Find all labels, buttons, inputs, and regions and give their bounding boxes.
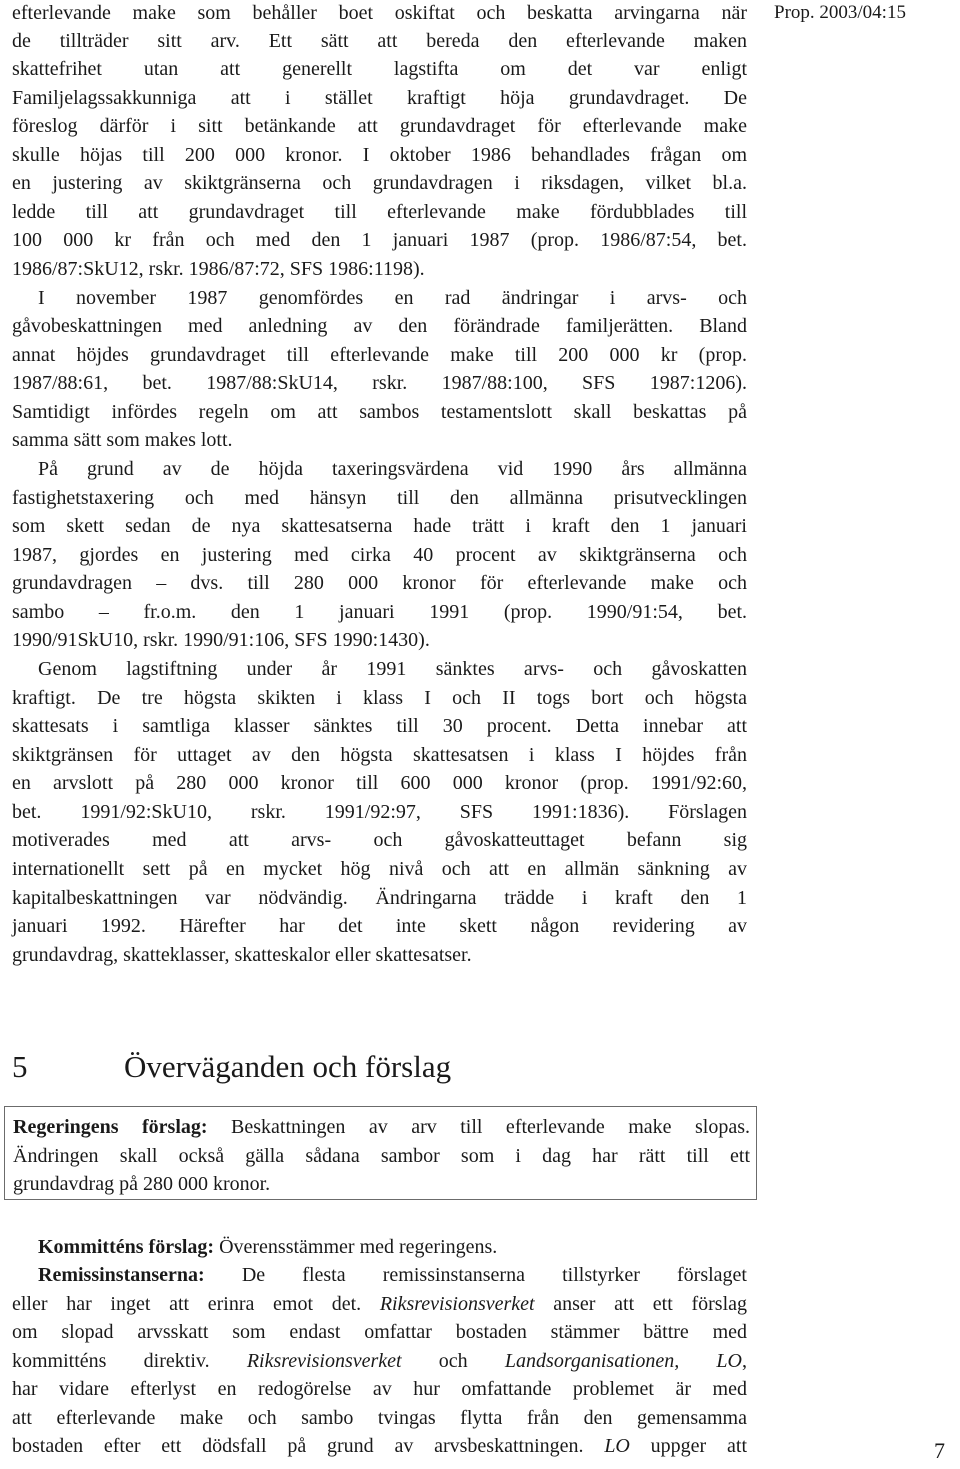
referral-text: , xyxy=(742,1350,747,1372)
referral-text: uppger att xyxy=(629,1435,748,1457)
paragraph-line: 100 000 kr från och med den 1 januari 1987 (prop. 1986/87:54, bet. xyxy=(12,229,747,251)
paragraph-line: efterlevande make som behåller boet oskiftat och beskatta arvingarna när xyxy=(12,2,747,24)
referral-text: kommitténs direktiv. xyxy=(12,1350,247,1372)
paragraph-line: som skett sedan de nya skattesatserna hade trätt i kraft den 1 januari xyxy=(12,515,747,537)
paragraph-line: 1987, gjordes en justering med cirka 40 procent av skiktgränserna och xyxy=(12,544,747,566)
paragraph-line: de tillträder sitt arv. Ett sätt att bereda den efterlevande maken xyxy=(12,30,747,52)
paragraph-line: grundavdragen – dvs. till 280 000 kronor för efterlevande make och xyxy=(12,572,747,594)
referral-line: om slopad arvsskatt som endast omfattar bostaden stämmer bättre med xyxy=(12,1321,747,1343)
paragraph-line: bet. 1991/92:SkU10, rskr. 1991/92:97, SFS 1991:1836). Förslagen xyxy=(12,801,747,823)
referral-agency: Riksrevisionsverket xyxy=(379,1293,535,1315)
paragraph-line: 1987/88:61, bet. 1987/88:SkU14, rskr. 1987/88:100, SFS 1987:1206). xyxy=(12,372,747,394)
referral-line: att efterlevande make och sambo tvingas flytta från den gemensamma xyxy=(12,1407,747,1429)
paragraph-line: skiktgränsen för uttaget av den högsta skattesatsen i klass I höjdes från xyxy=(12,744,747,766)
referral-line xyxy=(12,1347,747,1375)
referral-agency: Riksrevisionsverket xyxy=(246,1350,402,1372)
referral-line: har vidare efterlyst en redogörelse av hur omfattande problemet är med xyxy=(12,1378,747,1400)
paragraph-line: Genom lagstiftning under år 1991 sänktes arvs- och gåvoskatten xyxy=(38,658,747,680)
paragraph-line: januari 1992. Härefter har det inte skett någon revidering av xyxy=(12,915,747,937)
referral-text: bostaden efter ett dödsfall på grund av arvsbeskattningen. xyxy=(12,1435,605,1457)
paragraph-line: motiverades med att arvs- och gåvoskatteuttaget befann sig xyxy=(12,829,747,851)
paragraph-line: kapitalbeskattningen var nödvändig. Ändringarna trädde i kraft den 1 xyxy=(12,887,747,909)
paragraph-line: samma sätt som makes lott. xyxy=(12,429,233,451)
referral-line xyxy=(12,1290,747,1318)
proposal-text: Beskattningen av arv till efterlevande make slopas. xyxy=(207,1116,750,1138)
referral-agency: LO xyxy=(604,1435,630,1457)
paragraph-line: skattefrihet utan att generellt lagstifta om det var enligt xyxy=(12,58,747,80)
paragraph-line: gåvobeskattningen med anledning av den förändrade familjerätten. Bland xyxy=(12,315,747,337)
proposal-line xyxy=(13,1113,750,1141)
paragraph-line: en arvslott på 280 000 kronor till 600 000 kronor (prop. 1991/92:60, xyxy=(12,772,747,794)
paragraph-line: grundavdrag, skatteklasser, skatteskalor eller skattesatser. xyxy=(12,944,472,966)
paragraph-line: annat höjdes grundavdraget till efterlevande make till 200 000 kr (prop. xyxy=(12,344,747,366)
page-number: 7 xyxy=(934,1438,945,1463)
paragraph-line: skattesats i samtliga klasser sänktes till 30 procent. Detta innebar att xyxy=(12,715,747,737)
referral-line xyxy=(38,1261,747,1289)
section-title: Överväganden och förslag xyxy=(124,1049,452,1084)
document-ref: Prop. 2003/04:15 xyxy=(774,2,906,23)
paragraph-line: kraftigt. De tre högsta skikten i klass I och II togs bort och högsta xyxy=(12,687,747,709)
paragraph-line: Samtidigt infördes regeln om att sambos testamentslott skall beskattas på xyxy=(12,401,747,423)
paragraph-line: Familjelagssakkunniga att i stället kraftigt höja grundavdraget. De xyxy=(12,87,747,109)
referral-text: De flesta remissinstanserna tillstyrker förslaget xyxy=(204,1264,747,1286)
paragraph-line: I november 1987 genomfördes en rad ändringar i arvs- och xyxy=(38,287,747,309)
proposal-label: Regeringens förslag: xyxy=(13,1116,208,1138)
committee-line xyxy=(38,1233,747,1261)
referral-agency: Landsorganisationen, LO xyxy=(504,1350,742,1372)
referral-text: eller har inget att erinra emot det. xyxy=(12,1293,380,1315)
paragraph-line: 1986/87:SkU12, rskr. 1986/87:72, SFS 1986:1198). xyxy=(12,258,425,280)
referral-line xyxy=(12,1432,747,1460)
paragraph-line: 1990/91SkU10, rskr. 1990/91:106, SFS 1990:1430). xyxy=(12,629,430,651)
referral-text: och xyxy=(401,1350,505,1372)
paragraph-line: en justering av skiktgränserna och grundavdragen i riksdagen, vilket bl.a. xyxy=(12,172,747,194)
paragraph-line: På grund av de höjda taxeringsvärdena vid 1990 års allmänna xyxy=(38,458,747,480)
proposal-box xyxy=(4,1106,757,1200)
section-heading xyxy=(12,1046,451,1088)
paragraph-line: ledde till att grundavdraget till efterlevande make fördubblades till xyxy=(12,201,747,223)
paragraph-line: sambo – fr.o.m. den 1 januari 1991 (prop. 1990/91:54, bet. xyxy=(12,601,747,623)
paragraph-line: föreslog därför i sitt betänkande att grundavdraget för efterlevande make xyxy=(12,115,747,137)
proposal-line: Ändringen skall också gälla sådana sambor som i dag har rätt till ett xyxy=(13,1145,750,1167)
committee-text: Överensstämmer med regeringens. xyxy=(214,1236,498,1258)
proposal-line: grundavdrag på 280 000 kronor. xyxy=(13,1173,271,1195)
paragraph-line: fastighetstaxering och med hänsyn till den allmänna prisutvecklingen xyxy=(12,487,747,509)
section-number: 5 xyxy=(12,1049,28,1084)
referral-label: Remissinstanserna: xyxy=(38,1264,205,1286)
committee-label: Kommitténs förslag: xyxy=(38,1236,215,1258)
paragraph-line: skulle höjas till 200 000 kronor. I oktober 1986 behandlades frågan om xyxy=(12,144,747,166)
referral-text: anser att ett förslag xyxy=(534,1293,748,1315)
paragraph-line: internationellt sett på en mycket hög nivå och att en allmän sänkning av xyxy=(12,858,747,880)
